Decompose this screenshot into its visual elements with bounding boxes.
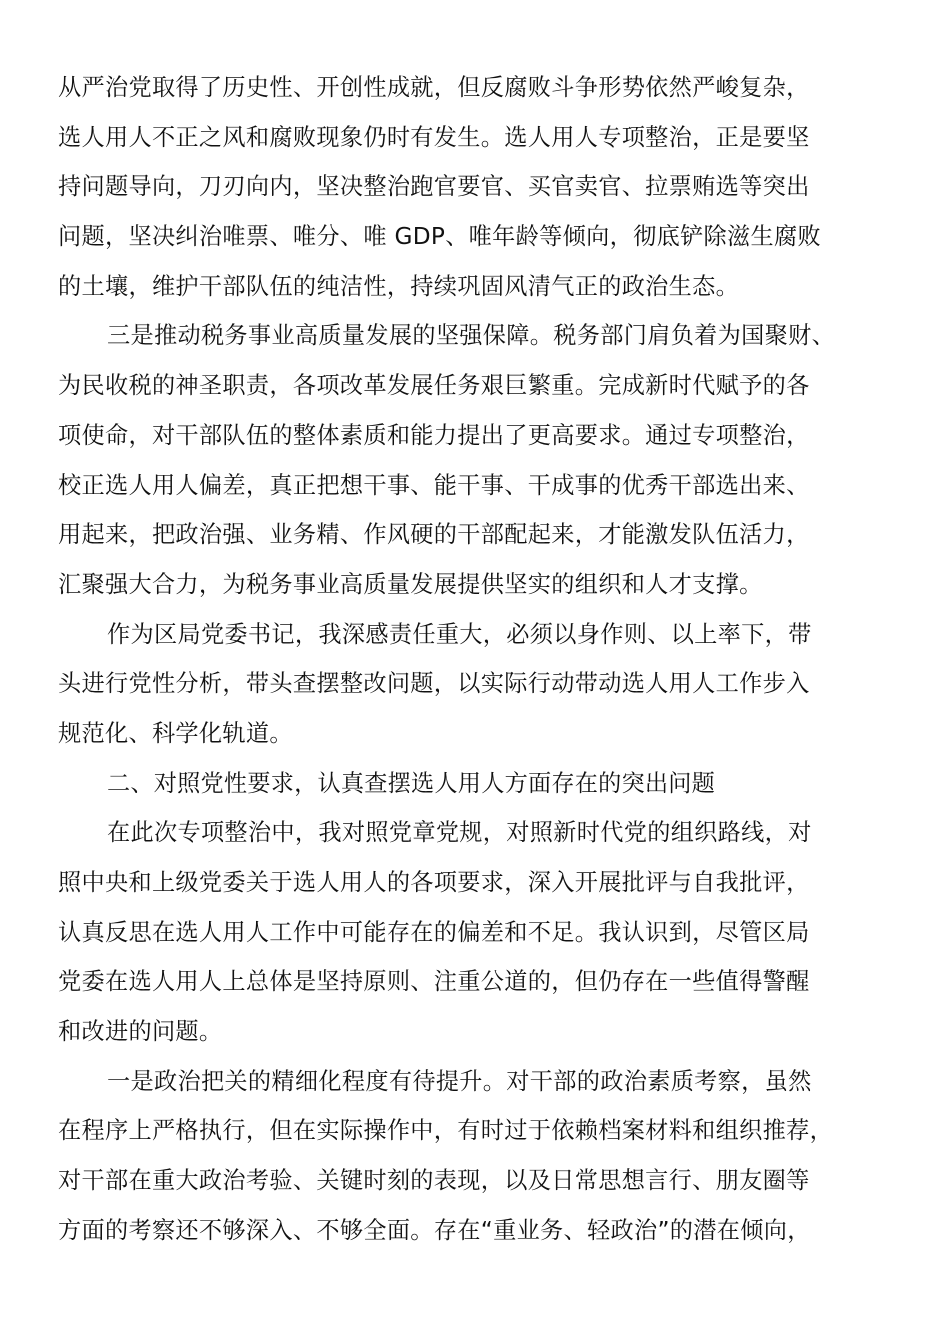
text-line: 作为区局党委书记，我深感责任重大，必须以身作则、以上率下，带 — [107, 620, 812, 648]
text-line: 从严治党取得了历史性、开创性成就，但反腐败斗争形势依然严峻复杂， — [58, 74, 810, 101]
document-page — [58, 63, 888, 1256]
text-line: 方面的考察还不够深入、不够全面。存在“重业务、轻政治”的潜在倾向， — [58, 1216, 811, 1244]
heading-text: 二、对照党性要求，认真查摆选人用人方面存在的突出问题 — [107, 769, 716, 797]
text-line: 党委在选人用人上总体是坚持原则、注重公道的，但仍存在一些值得警醒 — [58, 968, 810, 996]
text-line: 和改进的问题。 — [58, 1018, 223, 1046]
text-line: 选人用人不正之风和腐败现象仍时有发生。选人用人专项整治，正是要坚 — [58, 123, 810, 151]
text-line: 认真反思在选人用人工作中可能存在的偏差和不足。我认识到，尽管区局 — [58, 918, 810, 946]
text-line: 三是推动税务事业高质量发展的坚强保障。税务部门肩负着为国聚财、 — [107, 322, 836, 350]
text-line: 在此次专项整治中，我对照党章党规，对照新时代党的组织路线，对 — [107, 819, 812, 847]
paragraph-political-vetting — [58, 1057, 888, 1256]
text-line: 汇聚强大合力，为税务事业高质量发展提供坚实的组织和人才支撑。 — [58, 570, 763, 598]
text-line: 持问题导向，刀刃向内，坚决整治跑官要官、买官卖官、拉票贿选等突出 — [58, 173, 810, 201]
section-heading — [58, 759, 888, 809]
paragraph-self-review — [58, 808, 888, 1056]
paragraph-anticorruption — [58, 63, 888, 311]
text-line: 项使命，对干部队伍的整体素质和能力提出了更高要求。通过专项整治， — [58, 421, 810, 449]
text-line: 对干部在重大政治考验、关键时刻的表现，以及日常思想言行、朋友圈等 — [58, 1167, 810, 1195]
paragraph-secretary-responsibility — [58, 610, 888, 759]
text-line: 校正选人用人偏差，真正把想干事、能干事、干成事的优秀干部选出来、 — [58, 471, 810, 499]
text-line: 规范化、科学化轨道。 — [58, 719, 293, 747]
text-line: 的土壤，维护干部队伍的纯洁性，持续巩固风清气正的政治生态。 — [58, 272, 740, 300]
paragraph-tax-guarantee — [58, 311, 888, 609]
text-line: 一是政治把关的精细化程度有待提升。对干部的政治素质考察，虽然 — [107, 1067, 812, 1095]
text-line: 照中央和上级党委关于选人用人的各项要求，深入开展批评与自我批评， — [58, 869, 810, 896]
text-line: 头进行党性分析，带头查摆整改问题，以实际行动带动选人用人工作步入 — [58, 670, 810, 698]
text-line: 问题，坚决纠治唯票、唯分、唯 GDP、唯年龄等倾向，彻底铲除滋生腐败 — [58, 223, 821, 251]
text-line: 为民收税的神圣职责，各项改革发展任务艰巨繁重。完成新时代赋予的各 — [58, 372, 810, 400]
text-line: 用起来，把政治强、业务精、作风硬的干部配起来，才能激发队伍活力， — [58, 521, 810, 549]
text-line: 在程序上严格执行，但在实际操作中，有时过于依赖档案材料和组织推荐， — [58, 1117, 834, 1145]
